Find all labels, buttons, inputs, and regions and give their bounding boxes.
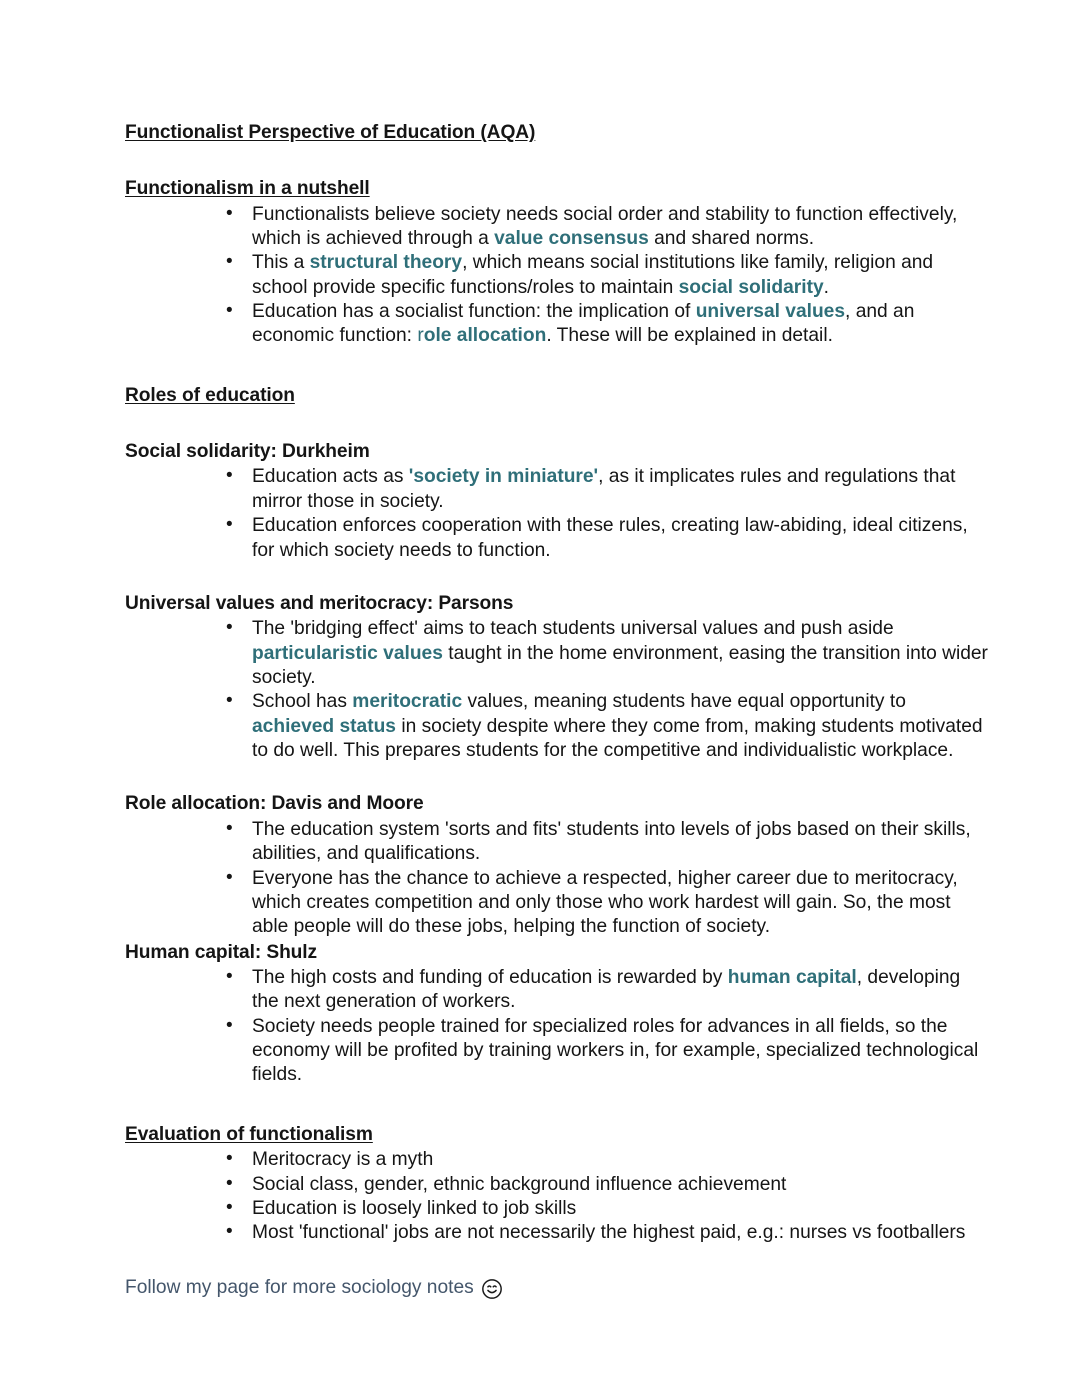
text-fragment: . These will be explained in detail. <box>546 325 833 347</box>
footer-text: Follow my page for more sociology notes <box>125 1276 474 1298</box>
list-item <box>125 514 992 563</box>
list-shulz <box>125 966 992 1088</box>
text-fragment: Functionalists believe society needs social order and stability to function effectively, which is achieved through a <box>252 203 958 249</box>
page-title: Functionalist Perspective of Education (AQA) <box>125 122 536 143</box>
accent-term: universal values <box>695 301 846 323</box>
list-item <box>125 465 992 514</box>
text-fragment: School has <box>252 691 353 713</box>
spacer <box>125 563 992 591</box>
list-item <box>125 203 992 252</box>
text-fragment: The high costs and funding of education is rewarded by <box>252 966 728 988</box>
accent-term: meritocratic <box>352 691 463 713</box>
heading-social-solidarity-durkheim: Social solidarity: Durkheim <box>125 441 370 463</box>
accent-term: 'society in miniature' <box>408 466 599 488</box>
spacer <box>125 146 992 176</box>
text-fragment: The education system 'sorts and fits' students into levels of jobs based on their skills, abilities, and qualifications. <box>252 818 971 865</box>
accent-term: human capital <box>727 966 857 988</box>
text-fragment: . <box>823 276 829 298</box>
list-item <box>125 1015 992 1088</box>
list-item <box>125 818 992 867</box>
text-fragment: The 'bridging effect' aims to teach students universal values and push aside <box>252 618 894 640</box>
list-nutshell <box>125 203 992 349</box>
accent-term: achieved status <box>252 715 396 737</box>
list-item <box>125 966 992 1015</box>
list-item <box>125 617 992 690</box>
text-fragment: , and an economic function: <box>252 301 915 347</box>
spacer <box>125 763 992 791</box>
text-fragment: , as it implicates rules and regulations that mirror those in society. <box>252 466 956 512</box>
list-evaluation <box>125 1148 992 1246</box>
footer-follow-note <box>125 1276 992 1301</box>
spacer <box>125 1088 992 1122</box>
accent-term: social solidarity <box>678 276 824 298</box>
heading-human-capital-shulz: Human capital: Shulz <box>125 941 318 963</box>
heading-universal-values-parsons: Universal values and meritocracy: Parsons <box>125 592 514 614</box>
list-durkheim <box>125 465 992 563</box>
spacer <box>125 349 992 383</box>
text-fragment: in society despite where they come from, making students motivated to do well. This prepares students for the competitive and individualistic workplace. <box>252 715 983 762</box>
text-fragment: values, meaning students have equal opportunity to <box>462 691 906 713</box>
list-item <box>125 300 992 349</box>
list-item <box>125 690 992 763</box>
text-fragment: and shared norms. <box>648 227 815 249</box>
list-item <box>125 251 992 300</box>
spacer <box>125 409 992 439</box>
document-body <box>125 120 992 1301</box>
text-fragment: , developing the next generation of workers. <box>252 966 961 1013</box>
spacer <box>125 1246 992 1276</box>
list-item: • Meritocracy is a myth <box>125 1148 992 1172</box>
accent-term-lead: r <box>417 325 424 347</box>
list-item <box>125 867 992 940</box>
accent-term: value consensus <box>494 227 649 249</box>
list-item: • Most 'functional' jobs are not necessarily the highest paid, e.g.: nurses vs footballers <box>125 1221 992 1245</box>
text-fragment: Everyone has the chance to achieve a respected, higher career due to meritocracy, which creates competition and only those who work hardest will gain. So, the most able people will do these jobs, helping the function of society. <box>252 867 958 938</box>
text-fragment: This a <box>252 252 310 274</box>
heading-role-allocation-davis-moore: Role allocation: Davis and Moore <box>125 793 424 815</box>
list-item: • Education is loosely linked to job skills <box>125 1197 992 1221</box>
accent-term: structural theory <box>309 252 463 274</box>
smiling-face-icon <box>481 1278 503 1300</box>
heading-roles-of-education: Roles of education <box>125 384 295 406</box>
text-fragment: Education acts as <box>252 466 409 488</box>
heading-functionalism-in-a-nutshell: Functionalism in a nutshell <box>125 178 370 200</box>
accent-term: ole allocation <box>423 325 547 347</box>
list-davis-moore <box>125 818 992 940</box>
text-fragment: , which means social institutions like family, religion and school provide specific functions/roles to maintain <box>252 252 934 298</box>
text-fragment: Education enforces cooperation with these rules, creating law-abiding, ideal citizens, for which society needs to function. <box>252 515 968 561</box>
text-fragment: Education has a socialist function: the implication of <box>252 301 696 323</box>
text-fragment: Society needs people trained for specialized roles for advances in all fields, so the economy will be profited by training workers in, for example, specialized technological fields. <box>252 1015 979 1086</box>
accent-term: particularistic values <box>252 642 443 664</box>
list-item: • Social class, gender, ethnic background influence achievement <box>125 1173 992 1197</box>
text-fragment: taught in the home environment, easing the transition into wider society. <box>252 642 988 688</box>
list-parsons <box>125 617 992 763</box>
heading-evaluation-of-functionalism: Evaluation of functionalism <box>125 1123 373 1145</box>
